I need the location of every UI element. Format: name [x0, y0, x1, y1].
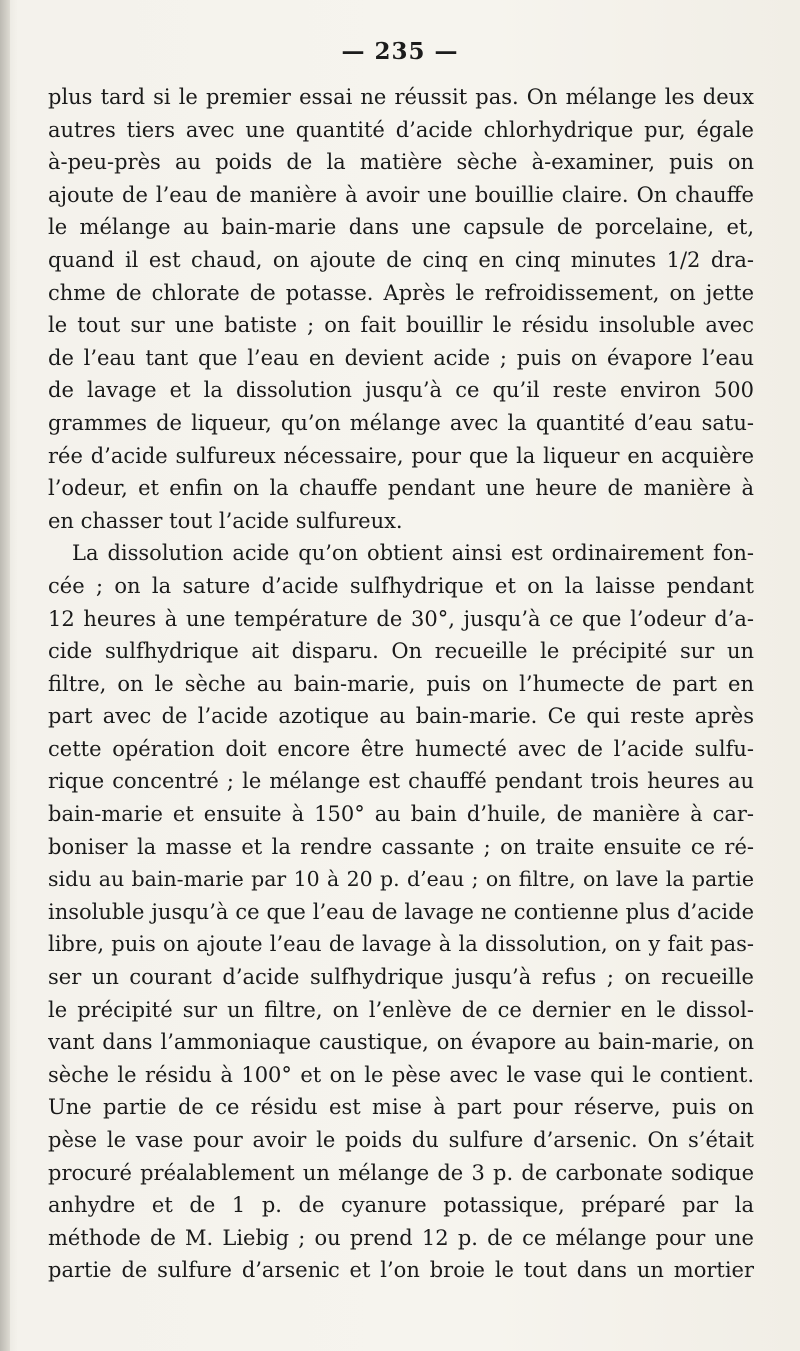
text-line: ajoute de l’eau de manière à avoir une bouillie claire. On chauffe — [48, 182, 754, 207]
text-line: bain-marie et ensuite à 150° au bain d’huile, de manière à car- — [48, 802, 754, 827]
text-line: en chasser tout l’acide sulfureux. — [48, 508, 403, 533]
text-line: sidu au bain-marie par 10 à 20 p. d’eau ; on filtre, on lave la partie — [48, 867, 754, 892]
text-line: de l’eau tant que l’eau en devient acide ; puis on évapore l’eau — [48, 345, 754, 370]
text-line: 12 heures à une température de 30°, jusqu’à ce que l’odeur d’a- — [48, 606, 754, 631]
text-line: de lavage et la dissolution jusqu’à ce qu’il reste environ 500 — [48, 378, 754, 403]
text-line: libre, puis on ajoute l’eau de lavage à la dissolution, on y fait pas- — [48, 932, 754, 957]
body-text — [48, 81, 754, 1287]
text-line: le mélange au bain-marie dans une capsule de porcelaine, et, — [48, 215, 754, 240]
text-line: à-peu-près au poids de la matière sèche à-examiner, puis on — [48, 150, 754, 175]
text-line: vant dans l’ammoniaque caustique, on évapore au bain-marie, on — [48, 1030, 754, 1055]
text-line: pèse le vase pour avoir le poids du sulfure d’arsenic. On s’était — [48, 1128, 754, 1152]
text-line: La dissolution acide qu’on obtient ainsi est ordinairement fon- — [72, 541, 754, 566]
text-line: le tout sur une batiste ; on fait bouillir le résidu insoluble avec — [48, 313, 754, 338]
text-line: part avec de l’acide azotique au bain-marie. Ce qui reste après — [48, 704, 754, 729]
text-line: grammes de liqueur, qu’on mélange avec la quantité d’eau satu- — [48, 410, 754, 435]
text-line: partie de sulfure d’arsenic et l’on broie le tout dans un mortier — [48, 1258, 754, 1283]
text-line: l’odeur, et enfin on la chauffe pendant une heure de manière à — [48, 476, 754, 501]
text-line: filtre, on le sèche au bain-marie, puis on l’humecte de part en — [48, 671, 754, 696]
text-line: autres tiers avec une quantité d’acide chlorhydrique pur, égale — [48, 117, 754, 142]
text-line: cette opération doit encore être humecté avec de l’acide sulfu- — [48, 736, 754, 761]
text-line: Une partie de ce résidu est mise à part pour réserve, puis on — [48, 1095, 754, 1120]
text-line: anhydre et de 1 p. de cyanure potassique, préparé par la — [48, 1193, 754, 1218]
text-line: cide sulfhydrique ait disparu. On recueille le précipité sur un — [48, 639, 754, 664]
page-number: — 235 — — [341, 38, 459, 65]
text-line: sèche le résidu à 100° et on le pèse avec le vase qui le contient. — [48, 1062, 754, 1087]
text-line: méthode de M. Liebig ; ou prend 12 p. de ce mélange pour une — [48, 1225, 754, 1250]
text-line: le précipité sur un filtre, on l’enlève de ce dernier en le dissol- — [48, 997, 754, 1022]
text-line: boniser la masse et la rendre cassante ; on traite ensuite ce ré- — [48, 834, 754, 859]
text-line: plus tard si le premier essai ne réussit pas. On mélange les deux — [48, 85, 754, 109]
text-line: insoluble jusqu’à ce que l’eau de lavage ne contienne plus d’acide — [48, 899, 754, 924]
page-edge-shadow — [0, 0, 10, 1351]
text-line: rée d’acide sulfureux nécessaire, pour que la liqueur en acquière — [48, 443, 754, 468]
text-line: ser un courant d’acide sulfhydrique jusqu’à refus ; on recueille — [48, 965, 754, 990]
text-line: quand il est chaud, on ajoute de cinq en cinq minutes 1/2 dra- — [48, 247, 754, 272]
text-line: cée ; on la sature d’acide sulfhydrique et on la laisse pendant — [48, 573, 754, 598]
text-line: rique concentré ; le mélange est chauffé pendant trois heures au — [48, 769, 754, 794]
text-line: chme de chlorate de potasse. Après le refroidissement, on jette — [48, 280, 754, 305]
text-line: procuré préalablement un mélange de 3 p. de carbonate sodique — [48, 1160, 754, 1185]
